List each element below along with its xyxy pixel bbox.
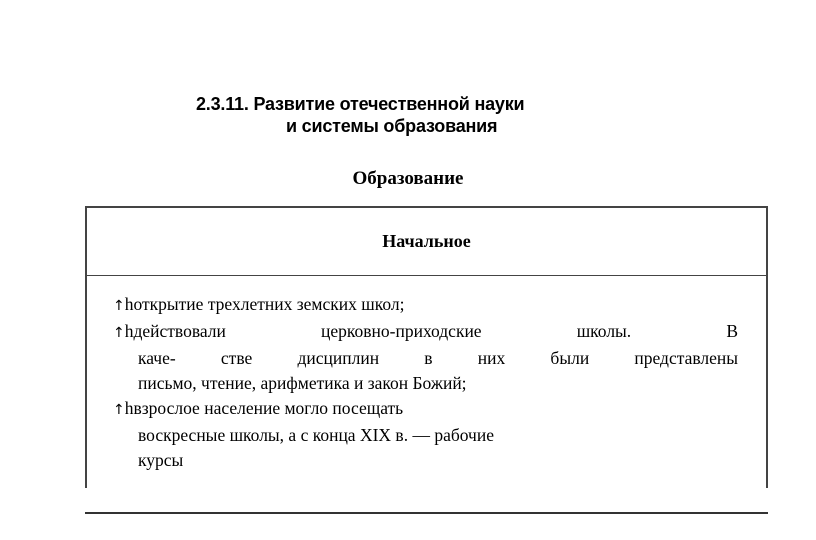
item-prefix: h bbox=[124, 294, 134, 314]
item-line: открытие трехлетних земских школ; bbox=[133, 294, 405, 314]
section-title-line2: и системы образования bbox=[286, 116, 498, 136]
table-box bbox=[85, 206, 768, 488]
list-item bbox=[113, 319, 738, 396]
table-header: Начальное bbox=[87, 208, 766, 276]
item-line: каче- стве дисциплин в них были представлены bbox=[138, 348, 738, 368]
arrow-up-icon: ↑ bbox=[113, 325, 125, 341]
item-line: взрослое население могло посещать bbox=[133, 398, 404, 418]
subtitle: Образование bbox=[352, 168, 464, 189]
arrow-up-icon: ↑ bbox=[113, 402, 125, 418]
bottom-rule bbox=[85, 512, 768, 514]
arrow-up-icon: ↑ bbox=[113, 298, 125, 314]
list-item bbox=[113, 292, 738, 319]
item-list bbox=[87, 276, 766, 473]
list-item bbox=[113, 396, 738, 473]
item-first-line bbox=[113, 319, 738, 346]
item-first-line bbox=[113, 396, 738, 423]
item-first-line bbox=[113, 292, 738, 319]
item-line: курсы bbox=[138, 450, 184, 470]
item-prefix: h bbox=[124, 321, 134, 341]
item-line: письмо, чтение, арифметика и закон Божий; bbox=[138, 373, 467, 393]
item-line: воскресные школы, а с конца XIX в. — рабочие bbox=[138, 425, 494, 445]
section-title bbox=[196, 93, 524, 137]
item-line: действовали церковно-приходские школы. В bbox=[133, 321, 738, 341]
item-prefix: h bbox=[124, 398, 134, 418]
section-title-line1: 2.3.11. Развитие отечественной науки bbox=[196, 94, 525, 114]
